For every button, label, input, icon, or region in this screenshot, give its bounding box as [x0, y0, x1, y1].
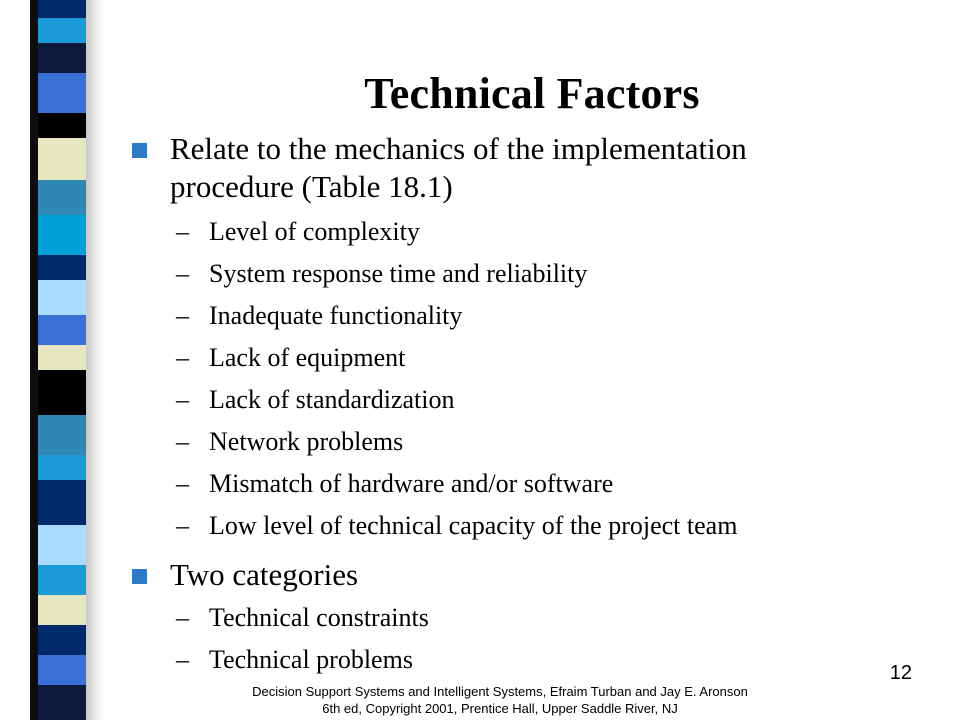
sub-item-text: System response time and reliability [209, 259, 588, 288]
sub-item-text: Lack of equipment [209, 343, 406, 372]
sub-item [176, 603, 429, 633]
stripe-block [38, 180, 86, 215]
stripe-block [38, 255, 86, 280]
stripe-block [38, 625, 86, 655]
stripe-block [38, 525, 86, 565]
page-number: 12 [889, 662, 912, 684]
stripe-block [38, 345, 86, 370]
dash-marker: – [176, 427, 189, 456]
dash-marker: – [176, 385, 189, 414]
dash-marker: – [176, 603, 189, 632]
stripe-block [38, 455, 86, 480]
stripe-block [38, 215, 86, 255]
square-bullet-icon [132, 569, 147, 584]
sub-item [176, 343, 405, 373]
sub-item-text: Technical constraints [209, 603, 429, 632]
stripe-block [38, 415, 86, 455]
dash-marker: – [176, 259, 189, 288]
sub-item-text: Lack of standardization [209, 385, 455, 414]
dash-marker: – [176, 343, 189, 372]
dash-marker: – [176, 217, 189, 246]
bullet-text: Two categories [170, 557, 359, 592]
sub-item-text: Mismatch of hardware and/or software [209, 469, 614, 498]
stripe-block [38, 18, 86, 43]
bullet-item [132, 556, 870, 594]
footer-line: Decision Support Systems and Intelligent Systems, Efraim Turban and Jay E. Aronson [252, 684, 748, 699]
square-bullet-icon [132, 143, 147, 158]
stripe-block [38, 370, 86, 415]
stripe-block [38, 655, 86, 685]
stripe-block [38, 0, 86, 18]
sub-item-text: Inadequate functionality [209, 301, 463, 330]
bullet-text: Relate to the mechanics of the implementation procedure (Table 18.1) [170, 131, 747, 204]
footer-citation [200, 683, 800, 717]
sub-item [176, 469, 613, 499]
footer-line: 6th ed, Copyright 2001, Prentice Hall, Upper Saddle River, NJ [322, 701, 678, 716]
stripe-block [38, 315, 86, 345]
stripe-block [38, 138, 86, 180]
sub-item [176, 217, 420, 247]
sub-item-text: Level of complexity [209, 217, 420, 246]
slide-title: Technical Factors [364, 69, 700, 118]
sub-item [176, 645, 413, 675]
stripe-block [38, 280, 86, 315]
stripe-block [38, 595, 86, 625]
dash-marker: – [176, 469, 189, 498]
sub-item-text: Technical problems [209, 645, 413, 674]
sub-item [176, 385, 454, 415]
bullet-item [132, 130, 870, 206]
stripe-block [38, 480, 86, 525]
sub-item [176, 259, 587, 289]
dash-marker: – [176, 301, 189, 330]
dash-marker: – [176, 645, 189, 674]
sub-item-text: Low level of technical capacity of the project team [209, 511, 738, 540]
sub-item [176, 511, 737, 541]
stripe-block [38, 565, 86, 595]
sub-item-text: Network problems [209, 427, 404, 456]
dash-marker: – [176, 511, 189, 540]
sub-item [176, 427, 403, 457]
stripe-block [38, 685, 86, 720]
sub-item [176, 301, 462, 331]
